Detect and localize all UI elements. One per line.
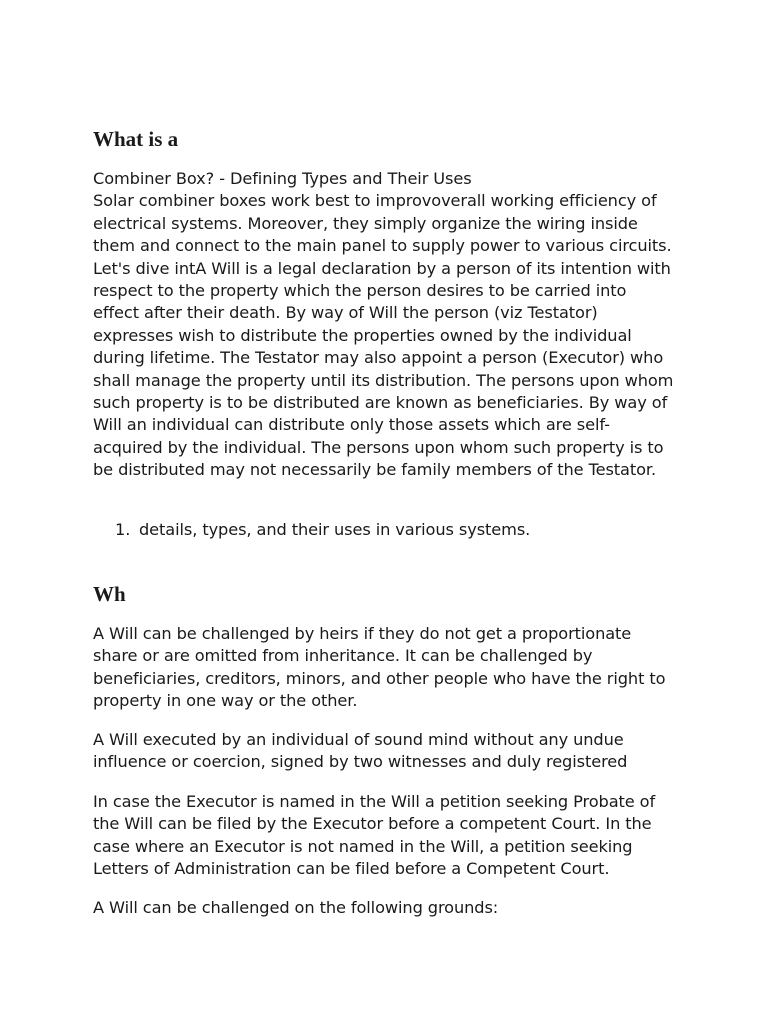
list-item [93,519,677,541]
list-item-number: 1. [115,520,131,539]
section-heading-wh: Wh [93,582,126,606]
paragraph-grounds: A Will can be challenged on the following grounds: [93,898,499,917]
numbered-list [93,519,677,541]
paragraph-line-title: Combiner Box? - Defining Types and Their Uses [93,169,472,188]
paragraph-executor-probate: In case the Executor is named in the Will a petition seeking Probate of the Will can be filed by the Executor before a competent Court. In the case where an Executor is not named in the Will, a petition seeking Letters of Administration can be filed before a Competent Court. [93,792,656,879]
section-heading-what-is-a: What is a [93,127,179,151]
intro-paragraph [93,168,677,482]
paragraph-challenge-heirs: A Will can be challenged by heirs if they do not get a proportionate share or are omitted from inheritance. It can be challenged by beneficiaries, creditors, minors, and other people who have the right to property in one way or the other. [93,624,666,711]
paragraph-sound-mind: A Will executed by an individual of sound mind without any undue influence or coercion, signed by two witnesses and duly registered [93,730,628,772]
list-item-text: details, types, and their uses in various systems. [139,520,531,539]
paragraph-body: Solar combiner boxes work best to improvoverall working efficiency of electrical systems. Moreover, they simply organize the wiring inside them and connect to the main panel to supply power to various circuits. Let's dive intA Will is a legal declaration by a person of its intention with respect to the property which the person desires to be carried into effect after their death. By way of Will the person (viz Testator) expresses wish to distribute the properties owned by the individual during lifetime. The Testator may also appoint a person (Executor) who shall manage the property until its distribution. The persons upon whom such property is to be distributed are known as beneficiaries. By way of Will an individual can distribute only those assets which are self-acquired by the individual. The persons upon whom such property is to be distributed may not necessarily be family members of the Testator. [93,191,674,480]
